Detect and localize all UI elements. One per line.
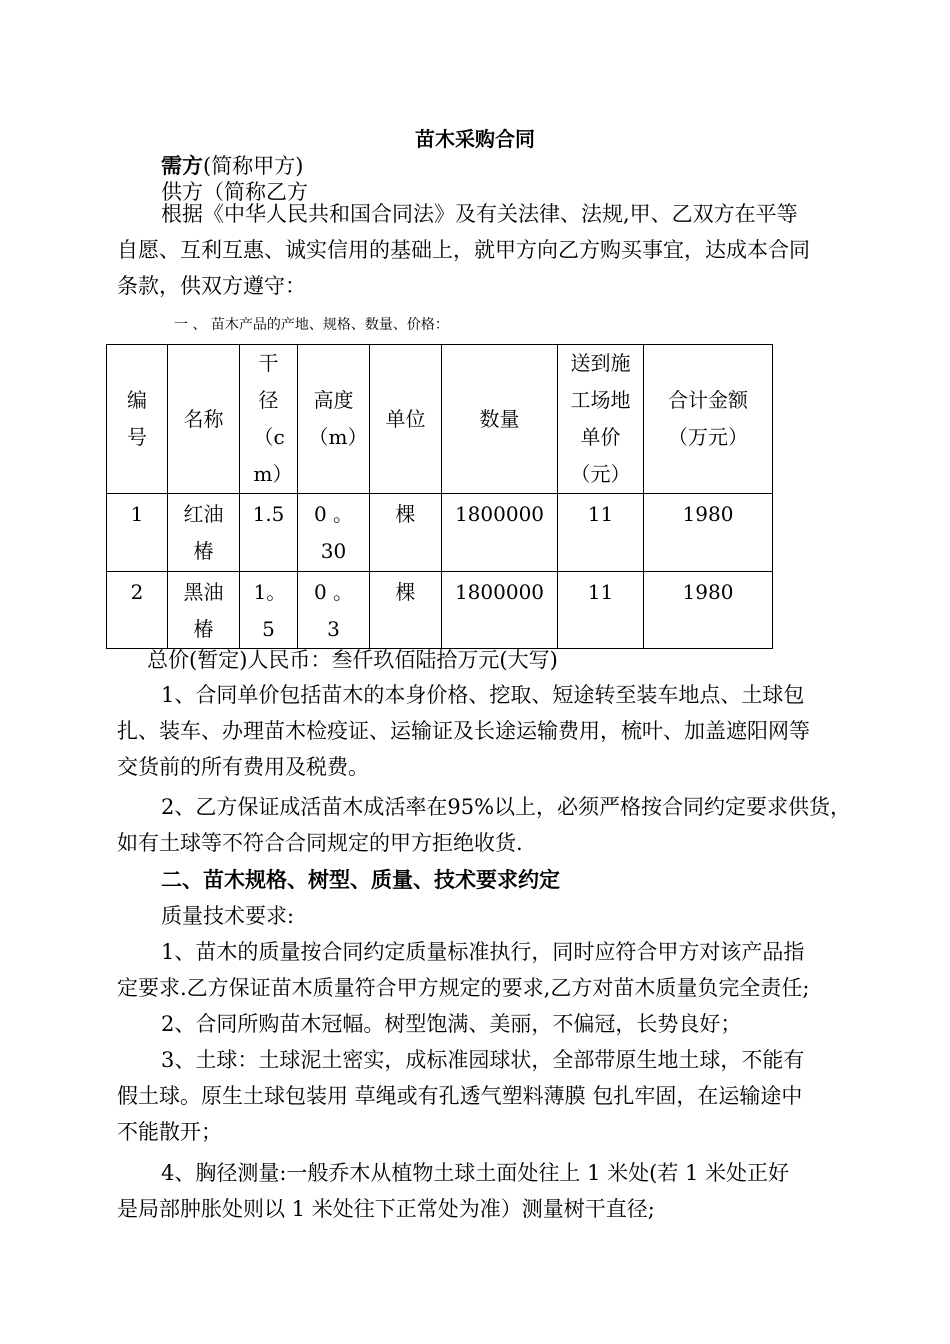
header-cell: 数量 [442, 345, 558, 494]
table-cell: 0 。30 [298, 494, 370, 572]
table-cell: 11 [558, 494, 644, 572]
document-title: 苗木采购合同 [415, 127, 535, 151]
clause-line: 交货前的所有费用及税费。 [117, 755, 369, 779]
intro-line: 自愿、互利互惠、诚实信用的基础上，就甲方向乙方购买事宜，达成本合同 [117, 238, 810, 262]
table-cell: 棵 [370, 572, 442, 649]
header-cell: 名称 [168, 345, 240, 494]
clause-line: 2、乙方保证成活苗木成活率在95%以上，必须严格按合同约定要求供货， [161, 795, 852, 819]
section1-heading: 一 、 苗木产品的产地、规格、数量、价格： [174, 317, 449, 333]
product-table [106, 344, 773, 649]
table-header-row [107, 345, 773, 494]
quality-heading: 质量技术要求: [161, 904, 295, 928]
table-row [107, 494, 773, 572]
clause-line: 假土球。原生土球包装用 草绳或有孔透气塑料薄膜 包扎牢固，在运输途中 [117, 1084, 803, 1108]
table-cell: 1.5 [240, 494, 298, 572]
table-cell: 1980 [644, 494, 773, 572]
header-cell: 编号 [107, 345, 168, 494]
table-cell: 1980 [644, 572, 773, 649]
table-cell: 1 [107, 494, 168, 572]
table-cell: 0 。3 [298, 572, 370, 649]
table-cell: 红油椿 [168, 494, 240, 572]
header-cell: 高度（m） [298, 345, 370, 494]
table-cell: 棵 [370, 494, 442, 572]
header-cell: 送到施工场地单价（元） [558, 345, 644, 494]
table-cell: 1800000 [442, 572, 558, 649]
header-cell: 合计金额（万元） [644, 345, 773, 494]
intro-line: 根据《中华人民共和国合同法》及有关法律、法规,甲、乙双方在平等 [161, 202, 798, 226]
table-cell: 2 [107, 572, 168, 649]
buyer-note: (简称甲方) [203, 154, 304, 178]
table-cell: 1800000 [442, 494, 558, 572]
header-cell: 单位 [370, 345, 442, 494]
clause-line: 4、胸径测量:一般乔木从植物土球土面处往上 1 米处(若 1 米处正好 [161, 1161, 790, 1185]
clause-line: 如有土球等不符合合同规定的甲方拒绝收货. [117, 831, 523, 855]
intro-line: 条款，供双方遵守： [117, 274, 306, 298]
clause-line: 1、合同单价包括苗木的本身价格、挖取、短途转至装车地点、土球包 [161, 683, 805, 707]
header-cell: 干径（cm） [240, 345, 298, 494]
clause-line: 是局部肿胀处则以 1 米处往下正常处为准）测量树干直径; [117, 1197, 655, 1221]
table-cell: 黑油椿 [168, 572, 240, 649]
clause-line: 不能散开； [117, 1120, 222, 1144]
supplier-line: 供方（简称乙方 [161, 180, 308, 204]
table-cell: 11 [558, 572, 644, 649]
table-row [107, 572, 773, 649]
clause-line: 3、土球：土球泥土密实，成标准园球状，全部带原生地土球，不能有 [161, 1048, 805, 1072]
clause-line: 1、苗木的质量按合同约定质量标准执行，同时应符合甲方对该产品指 [161, 940, 805, 964]
clause-line: 2、合同所购苗木冠幅。树型饱满、美丽，不偏冠，长势良好； [161, 1012, 742, 1036]
clause-line: 定要求.乙方保证苗木质量符合甲方规定的要求,乙方对苗木质量负完全责任; [117, 976, 810, 1000]
clause-line: 扎、装车、办理苗木检疫证、运输证及长途运输费用，梳叶、加盖遮阳网等 [117, 719, 810, 743]
section2-heading: 二、苗木规格、树型、质量、技术要求约定 [161, 868, 560, 892]
buyer-label: 需方 [161, 154, 203, 178]
total-price: 总价(暂定)人民币：叁仟玖佰陆拾万元(大写) [147, 648, 558, 672]
table-cell: 1。5 [240, 572, 298, 649]
